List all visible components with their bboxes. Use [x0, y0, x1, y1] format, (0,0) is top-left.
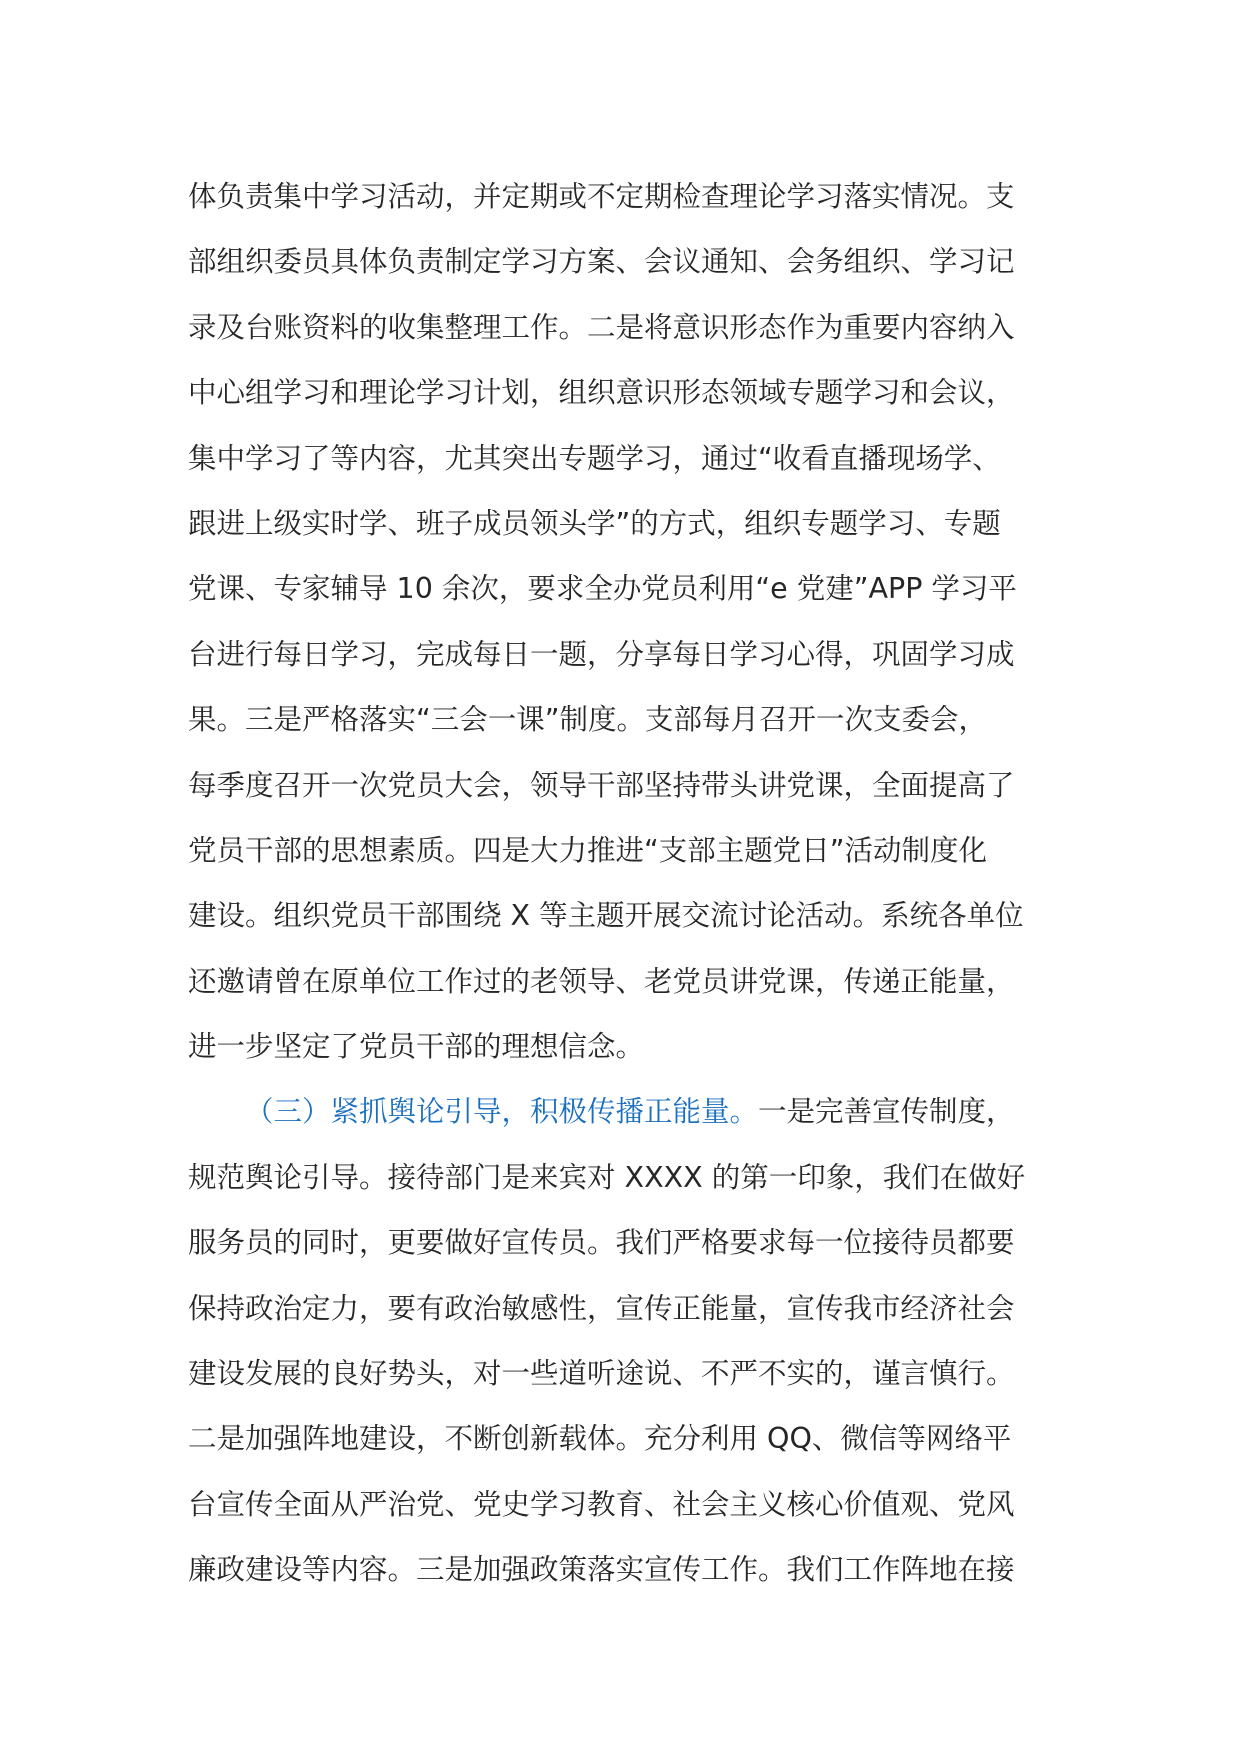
text-line: 党员干部的思想素质。四是大力推进“支部主题党日”活动制度化: [188, 833, 988, 867]
document-body: [188, 164, 1054, 1603]
text-line: 规范舆论引导。接待部门是来宾对 XXXX 的第一印象，我们在做好: [188, 1160, 1026, 1194]
text-line: 体负责集中学习活动，并定期或不定期检查理论学习落实情况。支: [188, 180, 1015, 213]
text-line: 党课、专家辅导 10 余次，要求全办党员利用“e 党建”APP 学习平: [188, 572, 1017, 606]
text-line: 跟进上级实时学、班子成员领头学”的方式，组织专题学习、专题: [188, 506, 1001, 540]
text-line: 集中学习了等内容，尤其突出专题学习，通过“收看直播现场学、: [188, 441, 1001, 475]
text-line: 进一步坚定了党员干部的理想信念。: [188, 1030, 645, 1064]
text-line: 录及台账资料的收集整理工作。二是将意识形态作为重要内容纳入: [188, 310, 1015, 344]
text-line: 果。三是严格落实“三会一课”制度。支部每月召开一次支委会，: [188, 703, 988, 737]
heading-followup-text: 一是完善宣传制度，: [758, 1095, 1015, 1129]
text-line: 台宣传全面从严治党、党史学习教育、社会主义核心价值观、党风: [188, 1487, 1015, 1521]
text-line: 建设发展的良好势头，对一些道听途说、不严不实的，谨言慎行。: [188, 1357, 1015, 1391]
text-line: 二是加强阵地建设，不断创新载体。充分利用 QQ、微信等网络平: [188, 1422, 1012, 1456]
text-line: 保持政治定力，要有政治敏感性，宣传正能量，宣传我市经济社会: [188, 1291, 1015, 1325]
text-line: 中心组学习和理论学习计划，组织意识形态领域专题学习和会议，: [188, 376, 1015, 410]
paragraph-2: [188, 1079, 1054, 1602]
text-line: 建设。组织党员干部围绕 X 等主题开展交流讨论活动。系统各单位: [188, 899, 1024, 933]
paragraph-1: [188, 164, 1054, 1079]
paragraph-first-line: [188, 1079, 1054, 1144]
text-line: 每季度召开一次党员大会，领导干部坚持带头讲党课，全面提高了: [188, 768, 1015, 802]
text-line: 廉政建设等内容。三是加强政策落实宣传工作。我们工作阵地在接: [188, 1553, 1015, 1587]
text-line: 台进行每日学习，完成每日一题，分享每日学习心得，巩固学习成: [188, 637, 1015, 671]
section-heading: （三）紧抓舆论引导，积极传播正能量。: [245, 1095, 759, 1129]
text-line: 服务员的同时，更要做好宣传员。我们严格要求每一位接待员都要: [188, 1226, 1015, 1260]
text-line: 部组织委员具体负责制定学习方案、会议通知、会务组织、学习记: [188, 245, 1015, 279]
text-line: 还邀请曾在原单位工作过的老领导、老党员讲党课，传递正能量，: [188, 964, 1015, 998]
